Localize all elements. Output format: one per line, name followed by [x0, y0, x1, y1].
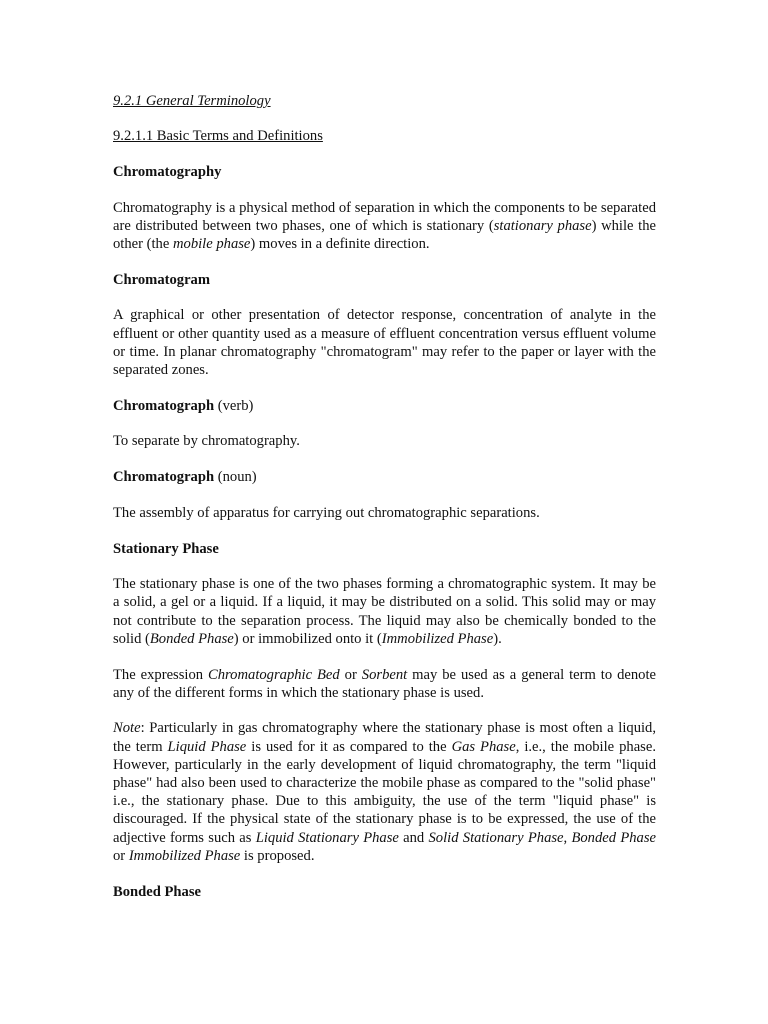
section-title: 9.2.1 General Terminology: [113, 93, 271, 109]
heading-chromatograph-noun: Chromatograph (noun): [113, 469, 257, 486]
heading-stationary-phase: Stationary Phase: [113, 540, 219, 557]
paragraph-note: Note: Particularly in gas chromatography where the stationary phase is most often a liquid, the term Liquid Phase is used for it as compared to the Gas Phase, i.e., the mobile phase. However, particularly in the early development of liquid chromatography, the term "liquid phase" had also been used to characterize the mobile phase as compared to the "solid phase" i.e., the stationary phase. Due to this ambiguity, the use of the term "liquid phase" is discouraged. If the physical state of the stationary phase is to be expressed, the use of the adjective forms such as Liquid Stationary Phase and Solid Stationary Phase, Bonded Phase or Immobilized Phase is proposed.: [113, 720, 656, 864]
heading-chromatography: Chromatography: [113, 163, 222, 180]
paragraph-stationary-phase-2: The expression Chromatographic Bed or Sorbent may be used as a general term to denote any of the different forms in which the stationary phase is used.: [113, 666, 657, 701]
document-page: [113, 92, 656, 918]
heading-chromatograph-verb: Chromatograph (verb): [113, 397, 254, 414]
paragraph-chromatograph-noun: The assembly of apparatus for carrying out chromatographic separations.: [113, 504, 540, 521]
paragraph-chromatogram: A graphical or other presentation of detector response, concentration of analyte in the effluent or other quantity used as a measure of effluent concentration versus effluent volume or time. In planar chromatography "chromatogram" may refer to the paper or layer with the separated zones.: [113, 307, 656, 379]
paragraph-chromatography: Chromatography is a physical method of separation in which the components to be separated are distributed between two phases, one of which is stationary (stationary phase) while the other (the mobile phase) moves in a definite direction.: [113, 199, 656, 253]
heading-chromatogram: Chromatogram: [113, 271, 211, 288]
paragraph-stationary-phase-1: The stationary phase is one of the two phases forming a chromatographic system. It may be a solid, a gel or a liquid. If a liquid, it may be distributed on a solid. This solid may or may not contribute to the separation process. The liquid may also be chemically bonded to the solid (Bonded Phase) or immobilized onto it (Immobilized Phase).: [113, 576, 656, 647]
section-subtitle: 9.2.1.1 Basic Terms and Definitions: [113, 128, 323, 145]
heading-bonded-phase: Bonded Phase: [113, 883, 201, 900]
paragraph-chromatograph-verb: To separate by chromatography.: [113, 433, 300, 450]
